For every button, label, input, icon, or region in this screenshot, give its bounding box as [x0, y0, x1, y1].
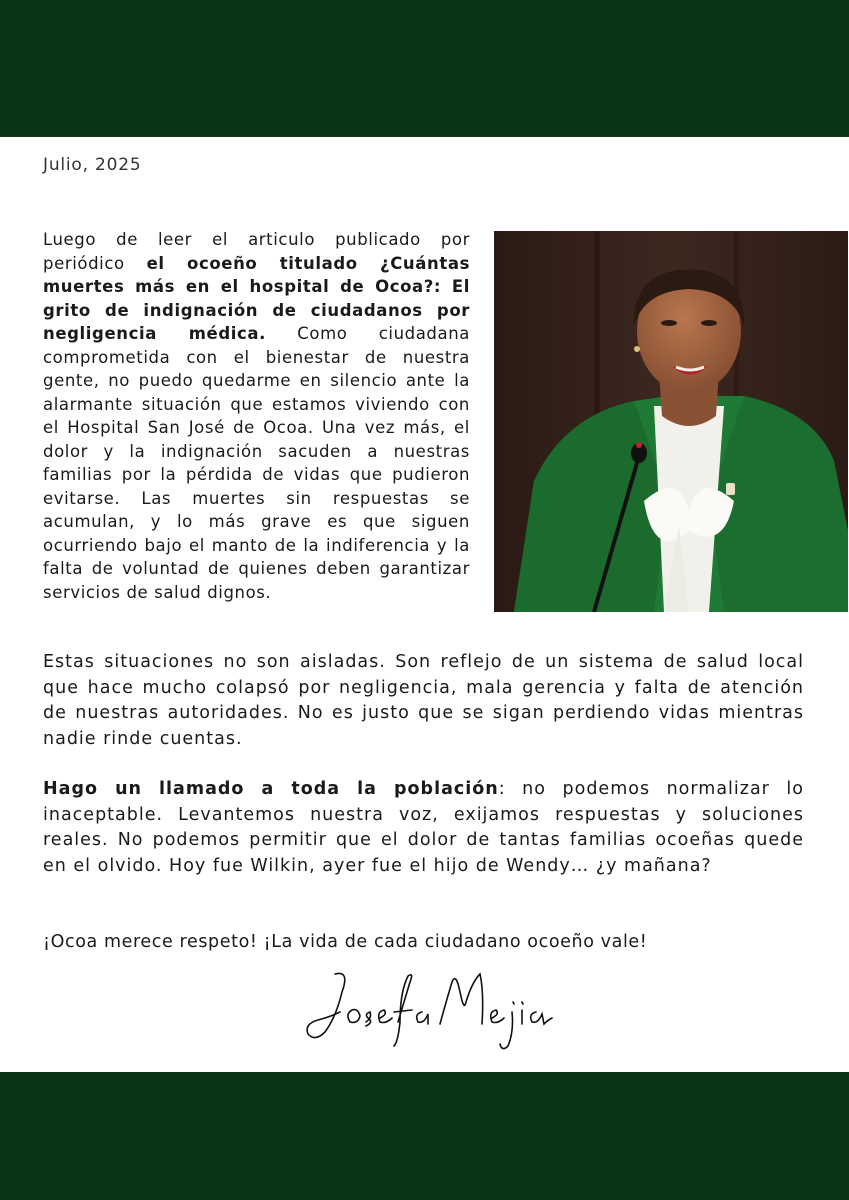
- handwritten-signature: [300, 962, 560, 1052]
- call-to-action-heading: Hago un llamado a toda la población: [43, 779, 499, 799]
- paragraph-intro: [43, 228, 470, 604]
- letter-date: Julio, 2025: [43, 155, 142, 175]
- paragraph-systemic-failure: Estas situaciones no son aisladas. Son reflejo de un sistema de salud local que hace mucho colapsó por negligencia, mala gerencia y falta de atención de nuestras autoridades. No es justo que se sigan perdiendo vidas mientras nadie rinde cuentas.: [43, 652, 804, 749]
- call-to-action-body: : no podemos normalizar lo inaceptable. Levantemos nuestra voz, exijamos respuestas y soluciones reales. No podemos permitir que el dolor de tantas familias ocoeñas quede en el olvido. Hoy fue Wilkin, ayer fue el hijo de Wendy… ¿y mañana?: [43, 779, 804, 876]
- intro-lead: Luego de leer el articulo publicado por periódico: [43, 230, 470, 273]
- top-banner: [0, 0, 849, 137]
- intro-body: Como ciudadana comprometida con el bienestar de nuestra gente, no puedo quedarme en silencio ante la alarmante situación que estamos viviendo con el Hospital San José de Ocoa. Una vez más, el dolor y la indignación sacuden a nuestras familias por la pérdida de vidas que pudieron evitarse. Las muertes sin respuestas se acumulan, y lo más grave es que siguen ocurriendo bajo el manto de la indiferencia y la falta de voluntad de quienes deben garantizar servicios de salud dignos.: [43, 324, 470, 602]
- speaker-photo: [494, 231, 848, 612]
- paragraph-call-to-action: [43, 777, 804, 879]
- intro-article-title: el ocoeño titulado ¿Cuántas muertes más en el hospital de Ocoa?: El grito de indignación de ciudadanos por negligencia médica.: [43, 253, 470, 343]
- bottom-banner: [0, 1072, 849, 1200]
- paragraph-closing: ¡Ocoa merece respeto! ¡La vida de cada ciudadano ocoeño vale!: [43, 932, 648, 952]
